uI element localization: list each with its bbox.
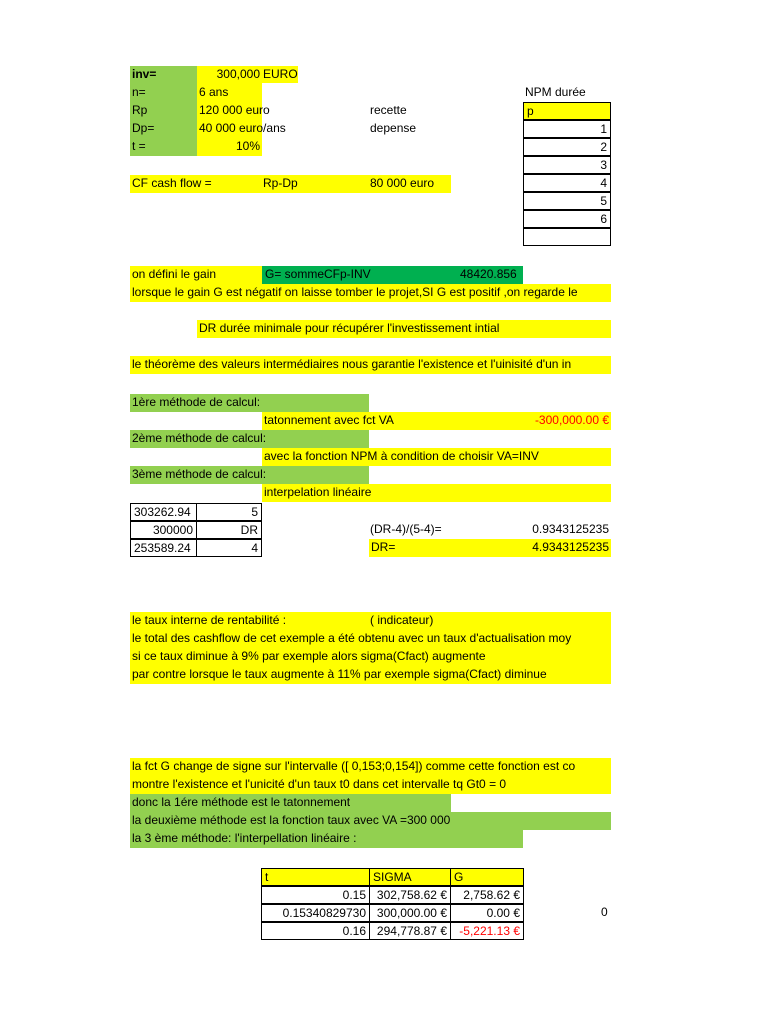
cf-formula: Rp-Dp [263, 176, 298, 190]
final-cell-t: 0.15340829730 [261, 904, 370, 922]
tir-line1-a: le taux interne de rentabilité : [132, 613, 287, 627]
tir-line1-b: ( indicateur) [370, 613, 434, 627]
dp-note: depense [370, 121, 417, 135]
npm-title: NPM durée [525, 85, 586, 99]
gain-label: on défini le gain [132, 267, 217, 281]
cf-value: 80 000 euro [370, 176, 435, 190]
rp-value: 120 000 euro [199, 103, 270, 117]
m2-text: avec la fonction NPM à condition de choisir VA=INV [264, 449, 539, 463]
npm-row [523, 228, 611, 246]
bottom-line1: la fct G change de signe sur l'intervalle ([ 0,153;0,154]) comme cette fonction est co [132, 759, 576, 773]
m1-text: tatonnement avec fct VA [264, 413, 394, 427]
interp-cell-a: 303262.94 [130, 503, 197, 521]
npm-row: 6 [523, 210, 611, 228]
bottom-line3: donc la 1ére méthode est le tatonnement [132, 795, 351, 809]
dr-result-label: DR= [371, 540, 396, 554]
final-cell-t: 0.15 [261, 886, 370, 904]
gain-formula: G= sommeCFp-INV [265, 267, 371, 281]
tir-line4: par contre lorsque le taux augmente à 11% par exemple sigma(Cfact) diminue [132, 667, 547, 681]
interp-cell-a: 300000 [130, 521, 197, 539]
n-label: n= [132, 85, 146, 99]
final-cell-g: 0.00 € [450, 904, 524, 922]
dr-line: DR durée minimale pour récupérer l'investissement intial [199, 321, 500, 335]
theorem-line: le théorème des valeurs intermédiaires nous garantie l'existence et l'uinisité d'un in [132, 357, 572, 371]
bottom-line4: la deuxième méthode est la fonction taux avec VA =300 000 [132, 813, 451, 827]
final-cell-g: 2,758.62 € [450, 886, 524, 904]
final-cell-t: 0.16 [261, 922, 370, 940]
t-value: 10% [235, 139, 260, 153]
npm-row: 3 [523, 156, 611, 174]
m3-label: 3ème méthode de calcul: [132, 467, 267, 481]
dp-label: Dp= [132, 121, 155, 135]
npm-row: 4 [523, 174, 611, 192]
inv-label: inv= [132, 67, 157, 81]
m1-value: -300,000.00 € [534, 413, 609, 427]
final-cell-g-negative: -5,221.13 € [450, 922, 524, 940]
tir-line2: le total des cashflow de cet exemple a été obtenu avec un taux d'actualisation moy [132, 631, 572, 645]
cf-label: CF cash flow = [132, 176, 212, 190]
m1-label: 1ère méthode de calcul: [132, 395, 261, 409]
inv-value: 300,000 [216, 67, 260, 81]
rp-label: Rp [132, 103, 148, 117]
tir-line3: si ce taux diminue à 9% par exemple alors sigma(Cfact) augmente [132, 649, 486, 663]
dr-result-value: 4.9343125235 [532, 540, 609, 554]
inv-unit: EURO [263, 67, 298, 81]
m2-label: 2ème méthode de calcul: [132, 431, 267, 445]
dp-value: 40 000 euro/ans [199, 121, 286, 135]
final-header-t: t [261, 868, 370, 886]
final-header-sigma: SIGMA [369, 868, 451, 886]
t-label: t = [132, 139, 146, 153]
npm-row: 2 [523, 138, 611, 156]
ratio-value: 0.9343125235 [532, 522, 609, 536]
interp-cell-b: 4 [196, 539, 262, 557]
final-side-value: 0 [601, 905, 608, 919]
ratio-label: (DR-4)/(5-4)= [370, 522, 442, 536]
bottom-line2: montre l'existence et l'unicité d'un taux t0 dans cet intervalle tq Gt0 = 0 [132, 777, 507, 791]
final-cell-sigma: 294,778.87 € [369, 922, 451, 940]
interp-cell-a: 253589.24 [130, 539, 197, 557]
final-cell-sigma: 300,000.00 € [369, 904, 451, 922]
interp-cell-b: DR [196, 521, 262, 539]
npm-row: 1 [523, 120, 611, 138]
rp-note: recette [370, 103, 407, 117]
m3-text: interpelation linéaire [264, 485, 372, 499]
bottom-line5: la 3 ème méthode: l'interpellation linéaire : [132, 831, 357, 845]
gain-value: 48420.856 [460, 267, 517, 281]
npm-header: p [523, 102, 611, 120]
gain-line: lorsque le gain G est négatif on laisse tomber le projet,SI G est positif ,on regarde le [132, 285, 578, 299]
final-cell-sigma: 302,758.62 € [369, 886, 451, 904]
n-value: 6 ans [199, 85, 229, 99]
interp-cell-b: 5 [196, 503, 262, 521]
final-header-g: G [450, 868, 524, 886]
npm-row: 5 [523, 192, 611, 210]
